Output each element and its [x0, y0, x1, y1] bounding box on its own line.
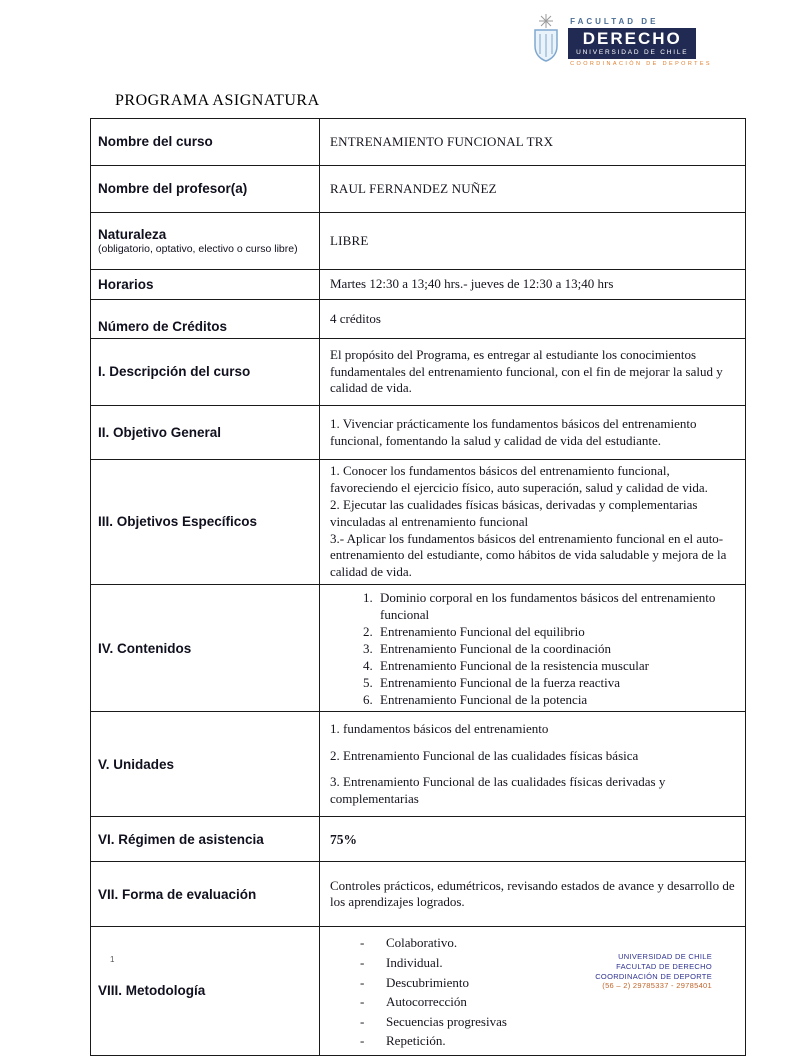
row-label: VII. Forma de evaluación — [98, 886, 257, 902]
footer-line-university: UNIVERSIDAD DE CHILE — [618, 952, 712, 961]
row-value-cell — [320, 817, 746, 862]
table-row — [91, 213, 746, 270]
row-label-cell — [91, 406, 320, 460]
row-label: Número de Créditos — [98, 319, 228, 335]
row-label: II. Objetivo General — [98, 424, 222, 440]
row-value-cell — [320, 213, 746, 270]
table-row — [91, 927, 746, 1055]
row-value: Martes 12:30 a 13;40 hrs.- jueves de 12:30 a 13;40 hrs — [330, 276, 614, 292]
page-title: PROGRAMA ASIGNATURA — [115, 92, 320, 109]
row-label: V. Unidades — [98, 756, 175, 772]
row-label-cell — [91, 862, 320, 927]
footer-line-coordination: COORDINACIÓN DE DEPORTE — [595, 971, 712, 981]
footer-line-phone: (56 – 2) 29785337 - 29785401 — [602, 981, 712, 991]
row-label-cell — [91, 460, 320, 585]
row-label: Nombre del curso — [98, 134, 213, 150]
logo-coordination: COORDINACIÓN DE DEPORTES — [570, 60, 712, 67]
table-row — [91, 406, 746, 460]
row-label-cell — [91, 339, 320, 406]
list-item: 3. Entrenamiento Funcional de la coordinación — [376, 641, 737, 658]
row-label-cell — [91, 817, 320, 862]
starburst-icon — [539, 14, 553, 28]
row-paragraph: 1. fundamentos básicos del entrenamiento — [330, 720, 549, 736]
table-row — [91, 712, 746, 817]
list-item: 2. Entrenamiento Funcional del equilibrio — [376, 624, 737, 641]
logo-navy-box — [568, 28, 696, 59]
row-value-cell — [320, 166, 746, 213]
table-row — [91, 270, 746, 300]
row-value: 4 créditos — [330, 310, 381, 326]
row-paragraph: 3. Entrenamiento Funcional de las cualidades físicas derivadas y complementarias — [330, 774, 666, 807]
row-label: Nombre del profesor(a) — [98, 181, 248, 197]
row-value-cell — [320, 712, 746, 817]
row-paragraph: 2. Ejecutar las cualidades físicas básicas, derivadas y complementarias vinculadas al entrenamiento funcional — [330, 496, 698, 529]
row-label-cell — [91, 927, 320, 1055]
university-crest-icon — [531, 14, 561, 62]
row-value-cell — [320, 300, 746, 339]
row-value: LIBRE — [330, 232, 369, 248]
list-item: 4. Entrenamiento Funcional de la resistencia muscular — [376, 658, 737, 675]
row-label: III. Objetivos Específicos — [98, 514, 258, 530]
list-item: - Secuencias progresivas — [360, 1013, 737, 1031]
list-item: - Colaborativo. — [360, 934, 737, 952]
row-label: Naturaleza — [98, 226, 167, 242]
row-value: RAUL FERNANDEZ NUÑEZ — [330, 180, 497, 196]
table-row — [91, 817, 746, 862]
row-label-cell — [91, 300, 320, 339]
list-item: - Descubrimiento — [360, 974, 737, 992]
row-label-cell — [91, 585, 320, 712]
syllabus-table — [90, 118, 746, 1056]
row-label-cell — [91, 119, 320, 166]
row-value-cell — [320, 927, 746, 1055]
row-label: VIII. Metodología — [98, 983, 206, 999]
table-row — [91, 585, 746, 712]
table-row — [91, 119, 746, 166]
row-value-cell — [320, 119, 746, 166]
table-row — [91, 300, 746, 339]
footer-address — [595, 952, 712, 991]
row-value: 75% — [330, 831, 357, 847]
footer-line-faculty: FACULTAD DE DERECHO — [616, 961, 712, 971]
table-row — [91, 862, 746, 927]
row-value-cell — [320, 460, 746, 585]
list-item: - Repetición. — [360, 1032, 737, 1050]
list-item: - Autocorrección — [360, 993, 737, 1011]
row-value-cell — [320, 862, 746, 927]
logo-faculty-big: DERECHO — [582, 29, 682, 48]
row-sublabel: (obligatorio, optativo, electivo o curso libre) — [98, 243, 298, 256]
row-value: Controles prácticos, edumétricos, revisando estados de avance y desarrollo de los aprendizajes logrados. — [330, 877, 735, 910]
list-item: - Individual. — [360, 954, 737, 972]
table-row — [91, 460, 746, 585]
list-item: 6. Entrenamiento Funcional de la potencia — [376, 692, 737, 709]
shield-icon — [533, 28, 559, 62]
row-value-cell — [320, 585, 746, 712]
row-value-cell — [320, 406, 746, 460]
row-label: I. Descripción del curso — [98, 364, 251, 380]
contents-list — [330, 590, 737, 708]
table-row — [91, 166, 746, 213]
logo-text-block — [568, 14, 712, 67]
table-row — [91, 339, 746, 406]
row-label-cell — [91, 166, 320, 213]
university-logo — [531, 14, 712, 67]
logo-faculty-small: FACULTAD DE — [570, 17, 659, 26]
row-paragraph: 1. Conocer los fundamentos básicos del entrenamiento funcional, favoreciendo el ejercicio físico, auto superación, salud y calidad de vida. — [330, 463, 708, 495]
row-label-cell — [91, 270, 320, 300]
row-label-cell — [91, 712, 320, 817]
page-number: 1 — [110, 955, 115, 964]
row-paragraph: 2. Entrenamiento Funcional de las cualidades físicas básica — [330, 747, 639, 763]
row-value: El propósito del Programa, es entregar al estudiante los conocimientos fundamentales del entrenamiento funcional, con el fin de mejorar la salud y calidad de vida. — [330, 346, 723, 396]
row-value-cell — [320, 270, 746, 300]
row-value: ENTRENAMIENTO FUNCIONAL TRX — [330, 133, 554, 149]
logo-university-name: UNIVERSIDAD DE CHILE — [576, 48, 689, 56]
list-item: 1. Dominio corporal en los fundamentos básicos del entrenamiento funcional — [376, 590, 737, 624]
list-item: 5. Entrenamiento Funcional de la fuerza reactiva — [376, 675, 737, 692]
row-label-cell — [91, 213, 320, 270]
row-label: IV. Contenidos — [98, 640, 192, 656]
row-paragraph: 3.- Aplicar los fundamentos básicos del entrenamiento funcional en el auto-entrenamiento del estudiante, como hábitos de vida saludable y mejora de la calidad de vida. — [330, 530, 727, 580]
row-label: VI. Régimen de asistencia — [98, 831, 264, 847]
row-label: Horarios — [98, 276, 154, 292]
row-value-cell — [320, 339, 746, 406]
row-value: 1. Vivenciar prácticamente los fundamentos básicos del entrenamiento funcional, fomentando la salud y calidad de vida del estudiante. — [330, 415, 697, 448]
